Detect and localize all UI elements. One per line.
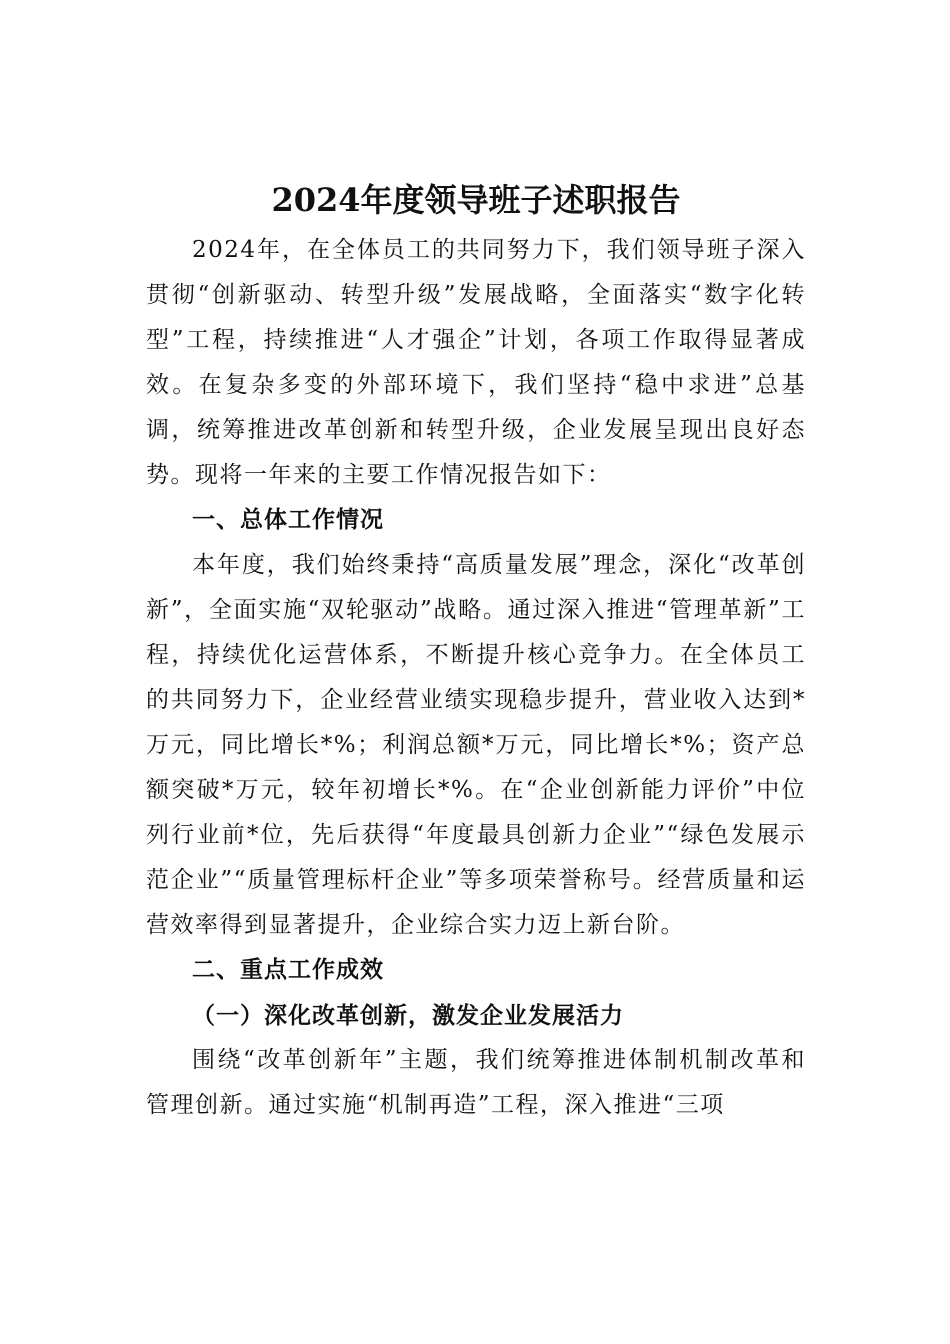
document-body: [146, 172, 806, 1128]
subsection-body-reform: 围绕“改革创新年”主题，我们统筹推进体制机制改革和管理创新。通过实施“机制再造”工程，深入推进“三项: [146, 1047, 806, 1118]
section-body-overall-work: 本年度，我们始终秉持“高质量发展”理念，深化“改革创新”，全面实施“双轮驱动”战略。通过深入推进“管理革新”工程，持续优化运营体系，不断提升核心竞争力。在全体员工的共同努力下，企业经营业绩实现稳步提升，营业收入达到*万元，同比增长*%；利润总额*万元，同比增长*%；资产总额突破*万元，较年初增长*%。在“企业创新能力评价”中位列行业前*位，先后获得“年度最具创新力企业”“绿色发展示范企业”“质量管理标杆企业”等多项荣誉称号。经营质量和运营效率得到显著提升，企业综合实力迈上新台阶。: [146, 552, 806, 938]
section-heading-key-results: 二、重点工作成效: [192, 957, 384, 983]
document-title: 2024年度领导班子述职报告: [271, 181, 681, 219]
section-heading-overall-work: 一、总体工作情况: [192, 507, 384, 533]
subsection-heading-reform: （一）深化改革创新，激发企业发展活力: [192, 1002, 624, 1029]
intro-paragraph: 2024年，在全体员工的共同努力下，我们领导班子深入贯彻“创新驱动、转型升级”发展战略，全面落实“数字化转型”工程，持续推进“人才强企”计划，各项工作取得显著成效。在复杂多变的外部环境下，我们坚持“稳中求进”总基调，统筹推进改革创新和转型升级，企业发展呈现出良好态势。现将一年来的主要工作情况报告如下：: [146, 237, 806, 488]
